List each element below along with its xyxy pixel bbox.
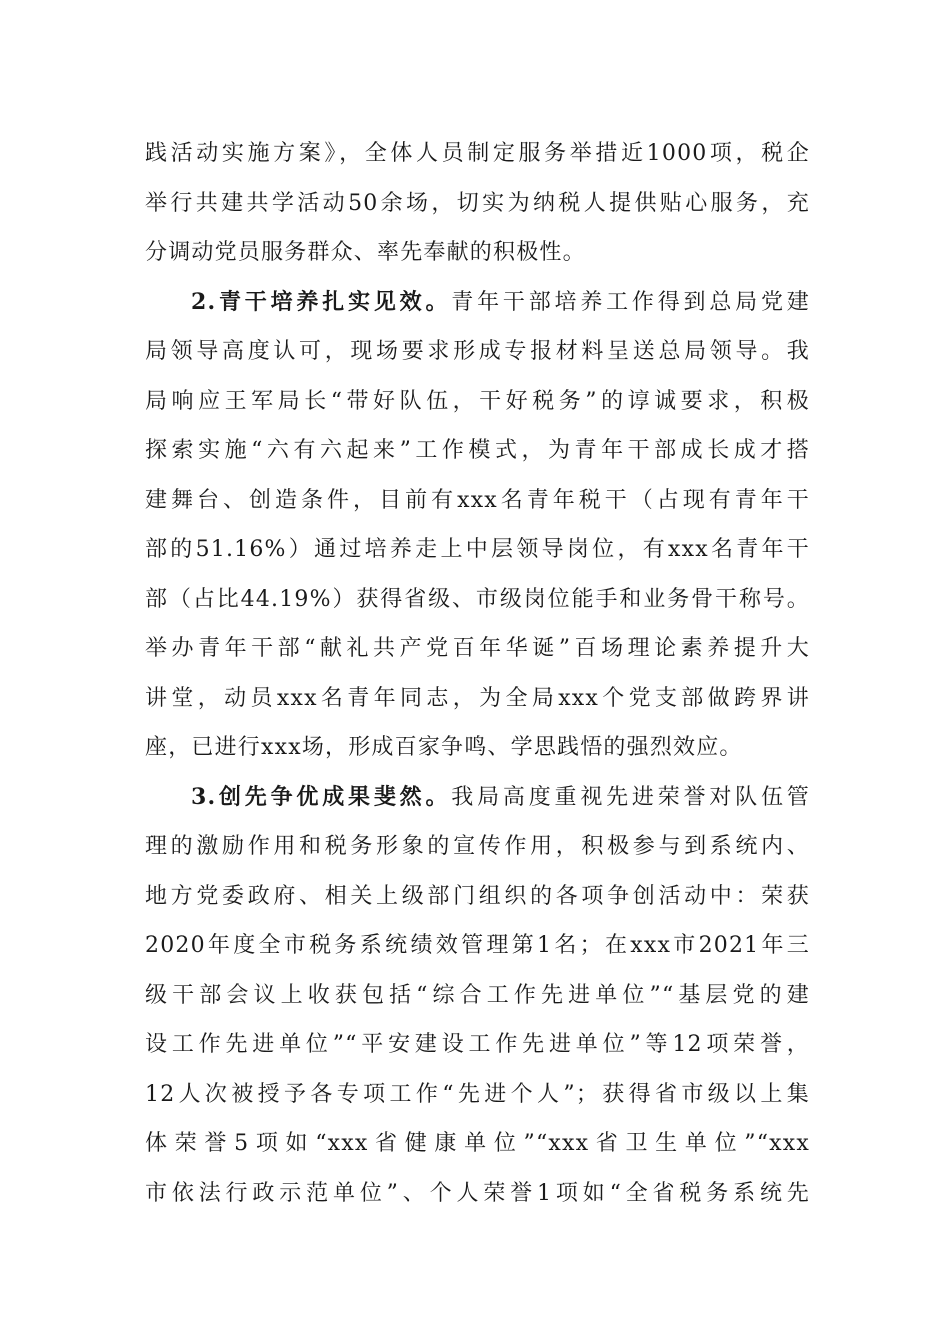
text-line: 探索实施“六有六起来”工作模式，为青年干部成长成才搭 [145, 438, 810, 463]
text-line: 建舞台、创造条件，目前有xxx名青年税干（占现有青年干 [145, 487, 810, 513]
text-line: 设工作先进单位”“平安建设工作先进单位”等12项荣誉， [145, 1032, 810, 1057]
section-heading: 3.创先争优成果斐然。 [191, 783, 452, 810]
text-line: 局领导高度认可，现场要求形成专报材料呈送总局领导。我 [145, 339, 810, 364]
text-line: 部的51.16%）通过培养走上中层领导岗位，有xxx名青年干 [145, 537, 810, 562]
paragraph-excellence-achievements [145, 773, 810, 1219]
document-body [145, 129, 810, 1218]
section-heading: 2.青干培养扎实见效。 [191, 288, 452, 315]
paragraph-youth-cadre-training [145, 278, 810, 773]
text-line: 分调动党员服务群众、率先奉献的积极性。 [145, 240, 586, 265]
text-line: 举办青年干部“献礼共产党百年华诞”百场理论素养提升大 [145, 636, 810, 661]
text-line: 12人次被授予各专项工作“先进个人”；获得省市级以上集 [145, 1081, 810, 1107]
text-line: 座，已进行xxx场，形成百家争鸣、学思践悟的强烈效应。 [145, 735, 743, 760]
text-line: 举行共建共学活动50余场，切实为纳税人提供贴心服务，充 [145, 190, 810, 216]
text-line: 2020年度全市税务系统绩效管理第1名；在xxx市2021年三 [145, 933, 810, 958]
text-line: 局响应王军局长“带好队伍，干好税务”的谆诚要求，积极 [145, 388, 810, 414]
text-line: 体荣誉5项如“xxx省健康单位”“xxx省卫生单位”“xxx [145, 1131, 810, 1156]
text-span: 我局高度重视先进荣誉对队伍管 [451, 784, 810, 810]
text-line: 地方党委政府、相关上级部门组织的各项争创活动中：荣获 [145, 883, 810, 909]
text-line: 级干部会议上收获包括“综合工作先进单位”“基层党的建 [145, 982, 810, 1008]
paragraph-service-measures [145, 129, 810, 278]
text-line [145, 773, 810, 823]
text-line [145, 278, 810, 328]
text-line: 理的激励作用和税务形象的宣传作用，积极参与到系统内、 [145, 834, 810, 859]
text-line: 部（占比44.19%）获得省级、市级岗位能手和业务骨干称号。 [145, 586, 810, 612]
text-line: 讲堂，动员xxx名青年同志，为全局xxx个党支部做跨界讲 [145, 685, 810, 711]
text-line: 践活动实施方案》，全体人员制定服务举措近1000项，税企 [145, 141, 810, 166]
text-span: 青年干部培养工作得到总局党建 [451, 289, 810, 315]
text-line: 市依法行政示范单位”、个人荣誉1项如“全省税务系统先 [145, 1180, 810, 1206]
